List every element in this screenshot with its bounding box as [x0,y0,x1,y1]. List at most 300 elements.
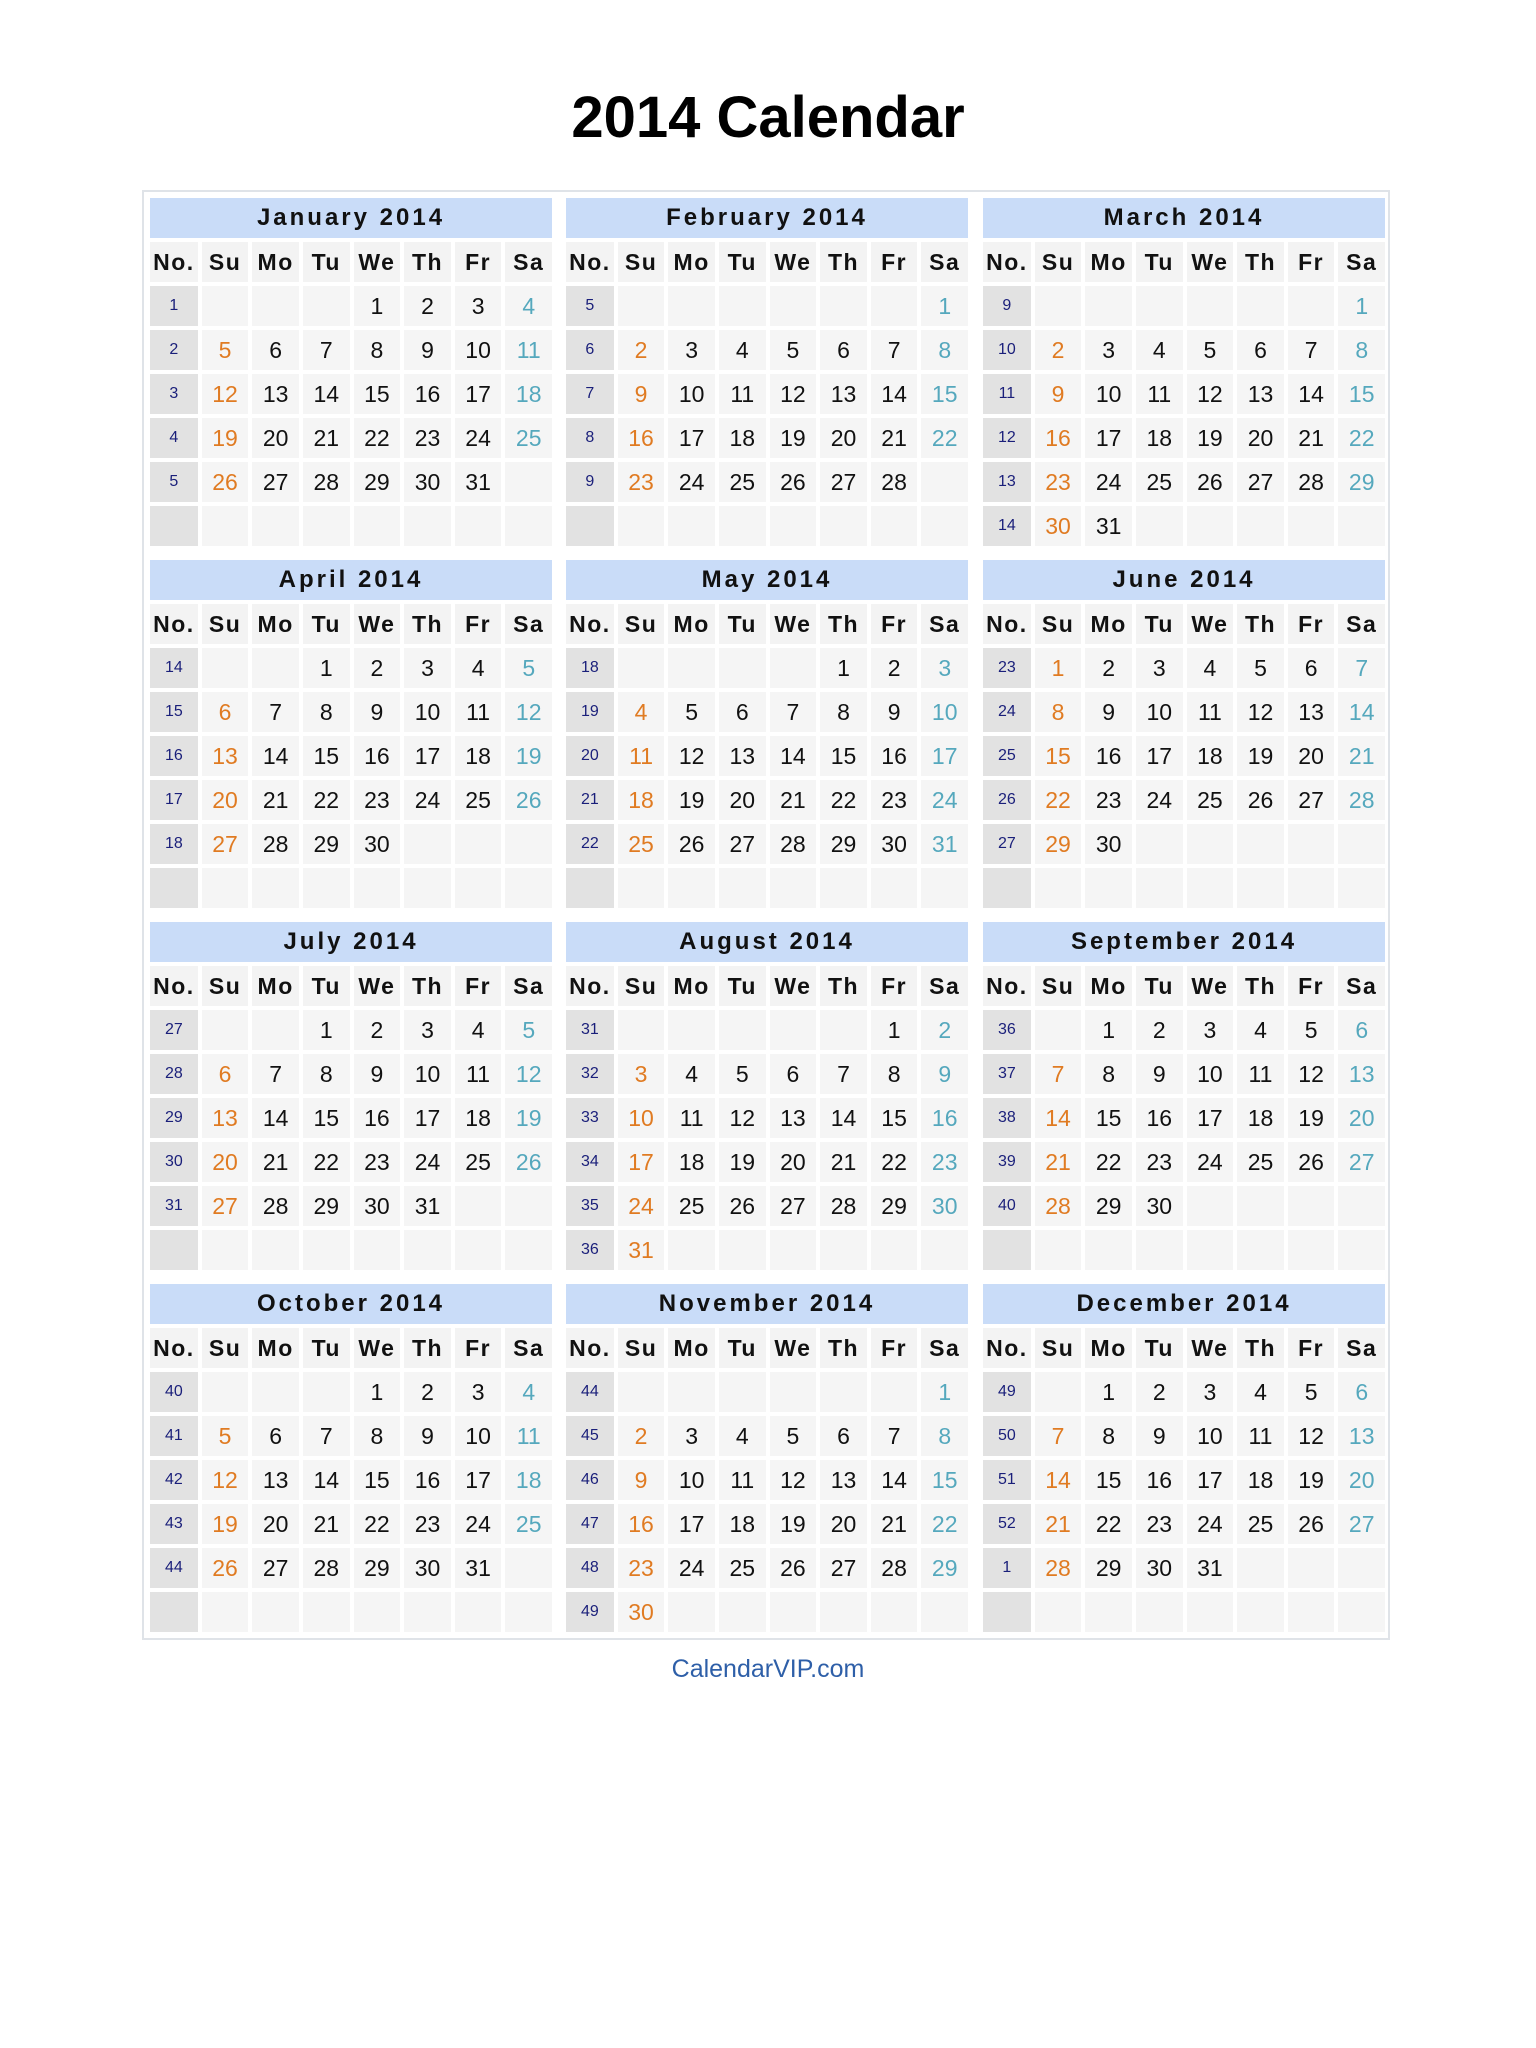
day-cell: 11 [1237,1054,1284,1094]
day-cell: 17 [668,1504,715,1544]
day-cell: 15 [354,374,401,414]
day-cell [1035,868,1082,908]
day-cell: 21 [252,780,299,820]
day-cell: 27 [1237,462,1284,502]
week-row [566,1548,968,1588]
day-cell: 28 [871,1548,918,1588]
weekday-header: Fr [455,1328,502,1368]
day-cell [770,1592,817,1632]
day-cell: 25 [505,1504,552,1544]
day-cell: 8 [1035,692,1082,732]
week-number: 24 [983,692,1031,732]
weekday-header: Su [1035,1328,1082,1368]
day-cell [719,648,766,688]
day-cell [505,824,552,864]
day-cell [618,1372,665,1412]
day-cell: 20 [202,780,249,820]
week-number: 39 [983,1142,1031,1182]
day-cell [770,1010,817,1050]
weekday-header: Mo [252,966,299,1006]
day-cell: 17 [921,736,968,776]
week-row [566,692,968,732]
day-cell: 10 [404,1054,451,1094]
day-cell: 30 [354,1186,401,1226]
weekday-header: Su [1035,242,1082,282]
day-cell: 5 [1187,330,1234,370]
month-block [566,922,968,1270]
weekday-header: Fr [871,604,918,644]
day-cell [1136,1230,1183,1270]
day-cell: 15 [921,1460,968,1500]
day-cell: 31 [618,1230,665,1270]
day-cell [719,1010,766,1050]
week-row [566,1460,968,1500]
day-cell: 1 [303,1010,350,1050]
week-number: 14 [150,648,198,688]
day-cell: 24 [404,780,451,820]
weekday-header: Mo [1085,604,1132,644]
week-number: 52 [983,1504,1031,1544]
week-row [983,868,1385,908]
day-cell [404,1592,451,1632]
day-cell: 12 [505,1054,552,1094]
day-cell [1237,868,1284,908]
day-cell: 14 [770,736,817,776]
week-number: 22 [566,824,614,864]
day-cell: 2 [1136,1010,1183,1050]
day-cell: 9 [921,1054,968,1094]
day-cell: 22 [921,418,968,458]
week-row [983,1372,1385,1412]
day-cell [1035,1592,1082,1632]
day-cell: 9 [354,1054,401,1094]
day-cell: 11 [455,692,502,732]
day-cell: 2 [404,1372,451,1412]
day-cell: 26 [202,462,249,502]
day-cell: 5 [1237,648,1284,688]
weekday-header-row [983,242,1385,282]
weekday-header: Tu [303,966,350,1006]
weekday-header: Th [404,1328,451,1368]
week-number: 10 [983,330,1031,370]
day-cell: 19 [1237,736,1284,776]
day-cell: 20 [770,1142,817,1182]
day-cell: 28 [1035,1548,1082,1588]
week-number-header: No. [566,604,614,644]
week-row [983,374,1385,414]
weekday-header: Tu [1136,1328,1183,1368]
week-number: 42 [150,1460,198,1500]
day-cell: 1 [303,648,350,688]
day-cell [1338,1592,1385,1632]
week-number [150,868,198,908]
day-cell: 4 [505,286,552,326]
weekday-header: We [354,966,401,1006]
week-row [150,1548,552,1588]
day-cell: 25 [1237,1504,1284,1544]
day-cell: 25 [1187,780,1234,820]
day-cell: 9 [354,692,401,732]
month-block [150,198,552,546]
day-cell [770,1372,817,1412]
day-cell: 27 [252,1548,299,1588]
week-number: 47 [566,1504,614,1544]
month-block [566,560,968,908]
day-cell: 15 [303,736,350,776]
weekday-header: Sa [1338,1328,1385,1368]
week-row [150,330,552,370]
day-cell: 4 [455,1010,502,1050]
day-cell: 18 [1237,1460,1284,1500]
day-cell: 29 [871,1186,918,1226]
day-cell [404,868,451,908]
weekday-header: Su [618,242,665,282]
weekday-header: Th [1237,966,1284,1006]
weekday-header: Mo [668,242,715,282]
day-cell: 12 [202,1460,249,1500]
weekday-header: Mo [252,604,299,644]
day-cell: 19 [1288,1098,1335,1138]
day-cell: 14 [303,1460,350,1500]
day-cell: 6 [1288,648,1335,688]
day-cell [1136,868,1183,908]
day-cell: 15 [871,1098,918,1138]
day-cell: 12 [1187,374,1234,414]
day-cell [871,1592,918,1632]
week-number-header: No. [983,242,1031,282]
day-cell [871,1372,918,1412]
week-row [150,692,552,732]
day-cell: 25 [455,1142,502,1182]
month-title: April 2014 [150,560,552,600]
day-cell: 9 [1085,692,1132,732]
day-cell: 26 [505,780,552,820]
week-number: 41 [150,1416,198,1456]
week-number: 46 [566,1460,614,1500]
day-cell: 10 [618,1098,665,1138]
weekday-header: Sa [1338,966,1385,1006]
week-row [566,736,968,776]
day-cell [455,1592,502,1632]
day-cell [1136,286,1183,326]
day-cell: 7 [303,330,350,370]
day-cell: 23 [354,1142,401,1182]
day-cell: 16 [618,418,665,458]
day-cell [1187,824,1234,864]
day-cell: 21 [303,418,350,458]
week-row [983,1142,1385,1182]
week-row [150,1372,552,1412]
day-cell: 10 [455,330,502,370]
day-cell [1136,824,1183,864]
month-block [150,560,552,908]
day-cell: 6 [202,1054,249,1094]
day-cell: 9 [1136,1054,1183,1094]
month-block [983,560,1385,908]
day-cell [303,1592,350,1632]
day-cell: 13 [1338,1416,1385,1456]
day-cell [820,1010,867,1050]
weekday-header: Th [404,242,451,282]
day-cell [1035,1372,1082,1412]
weekday-header: Mo [252,1328,299,1368]
day-cell: 8 [303,692,350,732]
footer-link[interactable]: CalendarVIP.com [671,1655,865,1683]
week-number: 35 [566,1186,614,1226]
week-row [983,648,1385,688]
day-cell: 12 [1288,1054,1335,1094]
weekday-header: Th [404,966,451,1006]
day-cell: 22 [354,418,401,458]
day-cell: 8 [354,1416,401,1456]
day-cell: 14 [871,374,918,414]
month-title: December 2014 [983,1284,1385,1324]
day-cell: 29 [1085,1186,1132,1226]
weekday-header: Fr [871,1328,918,1368]
day-cell [1035,286,1082,326]
week-row [566,286,968,326]
week-number: 31 [150,1186,198,1226]
day-cell: 19 [202,1504,249,1544]
month-block [150,1284,552,1632]
day-cell: 27 [820,1548,867,1588]
day-cell: 6 [820,1416,867,1456]
day-cell: 1 [921,286,968,326]
weekday-header: Fr [455,604,502,644]
day-cell: 5 [202,330,249,370]
day-cell: 11 [1136,374,1183,414]
weekday-header: Tu [719,1328,766,1368]
day-cell: 13 [1237,374,1284,414]
day-cell: 10 [921,692,968,732]
month-block [566,1284,968,1632]
day-cell [820,286,867,326]
week-number: 1 [150,286,198,326]
day-cell: 27 [1338,1504,1385,1544]
calendar-grid [150,198,1386,1634]
day-cell: 27 [202,1186,249,1226]
weekday-header: Sa [921,966,968,1006]
day-cell: 8 [921,330,968,370]
day-cell: 12 [770,374,817,414]
week-number: 28 [150,1054,198,1094]
day-cell: 16 [354,1098,401,1138]
day-cell [202,868,249,908]
weekday-header: Th [820,604,867,644]
week-number: 36 [566,1230,614,1270]
day-cell: 17 [455,1460,502,1500]
month-title: March 2014 [983,198,1385,238]
weekday-header: Su [618,1328,665,1368]
day-cell: 5 [1288,1372,1335,1412]
weekday-header: Th [820,1328,867,1368]
day-cell: 14 [871,1460,918,1500]
day-cell [252,1010,299,1050]
day-cell: 6 [1338,1372,1385,1412]
week-number: 8 [566,418,614,458]
day-cell [1288,286,1335,326]
day-cell: 27 [770,1186,817,1226]
week-row [150,1504,552,1544]
day-cell: 14 [303,374,350,414]
day-cell: 6 [202,692,249,732]
day-cell: 5 [719,1054,766,1094]
week-row [566,1142,968,1182]
day-cell: 8 [303,1054,350,1094]
day-cell: 14 [1035,1098,1082,1138]
day-cell: 29 [303,1186,350,1226]
day-cell: 4 [505,1372,552,1412]
day-cell [1085,868,1132,908]
day-cell: 25 [618,824,665,864]
day-cell: 11 [719,1460,766,1500]
day-cell: 15 [820,736,867,776]
day-cell: 21 [252,1142,299,1182]
weekday-header: Th [1237,1328,1284,1368]
day-cell: 25 [668,1186,715,1226]
day-cell [404,1230,451,1270]
day-cell: 8 [1338,330,1385,370]
day-cell: 29 [1035,824,1082,864]
day-cell: 20 [1338,1460,1385,1500]
week-row [150,506,552,546]
day-cell: 4 [455,648,502,688]
day-cell: 1 [1338,286,1385,326]
week-row [566,462,968,502]
day-cell: 28 [303,1548,350,1588]
day-cell [252,1372,299,1412]
weekday-header-row [983,1328,1385,1368]
day-cell: 10 [1136,692,1183,732]
day-cell: 15 [921,374,968,414]
day-cell [871,1230,918,1270]
day-cell: 14 [820,1098,867,1138]
weekday-header: We [770,1328,817,1368]
day-cell: 27 [1288,780,1335,820]
day-cell: 17 [455,374,502,414]
day-cell [1237,506,1284,546]
day-cell [618,1010,665,1050]
week-number: 5 [566,286,614,326]
day-cell: 20 [820,1504,867,1544]
week-number: 7 [566,374,614,414]
week-number: 25 [983,736,1031,776]
day-cell [303,1230,350,1270]
day-cell: 23 [871,780,918,820]
day-cell: 21 [1035,1142,1082,1182]
day-cell: 12 [1288,1416,1335,1456]
week-number [983,1592,1031,1632]
week-number [566,868,614,908]
week-number: 27 [150,1010,198,1050]
day-cell: 12 [668,736,715,776]
day-cell: 19 [1187,418,1234,458]
week-row [566,1592,968,1632]
day-cell: 3 [404,648,451,688]
day-cell: 15 [303,1098,350,1138]
weekday-header: Th [1237,604,1284,644]
week-number: 26 [983,780,1031,820]
week-row [983,1230,1385,1270]
day-cell [668,1230,715,1270]
day-cell: 24 [668,462,715,502]
day-cell: 22 [1085,1504,1132,1544]
day-cell: 27 [820,462,867,502]
weekday-header-row [150,604,552,644]
weekday-header: Sa [921,1328,968,1368]
day-cell [1085,1230,1132,1270]
day-cell [1237,824,1284,864]
day-cell: 3 [1187,1010,1234,1050]
day-cell: 17 [1136,736,1183,776]
week-number: 32 [566,1054,614,1094]
day-cell: 31 [1085,506,1132,546]
week-row [150,648,552,688]
day-cell: 31 [404,1186,451,1226]
month-title: June 2014 [983,560,1385,600]
weekday-header: Mo [252,242,299,282]
day-cell: 1 [354,1372,401,1412]
week-row [566,330,968,370]
weekday-header-row [150,1328,552,1368]
day-cell: 8 [921,1416,968,1456]
day-cell: 18 [455,1098,502,1138]
day-cell: 5 [668,692,715,732]
day-cell [354,1592,401,1632]
day-cell [252,1592,299,1632]
weekday-header: Fr [871,966,918,1006]
day-cell: 16 [618,1504,665,1544]
day-cell: 16 [404,1460,451,1500]
day-cell [1338,1230,1385,1270]
day-cell: 30 [1085,824,1132,864]
day-cell [1338,506,1385,546]
day-cell: 20 [719,780,766,820]
day-cell: 3 [455,1372,502,1412]
day-cell: 22 [303,780,350,820]
week-number: 1 [983,1548,1031,1588]
day-cell: 22 [303,1142,350,1182]
week-number: 43 [150,1504,198,1544]
week-row [983,330,1385,370]
day-cell: 5 [202,1416,249,1456]
day-cell [455,1186,502,1226]
day-cell: 22 [354,1504,401,1544]
weekday-header: Th [404,604,451,644]
day-cell: 16 [404,374,451,414]
week-row [150,374,552,414]
day-cell: 28 [303,462,350,502]
day-cell [252,648,299,688]
week-row [983,1548,1385,1588]
day-cell [719,506,766,546]
day-cell: 29 [303,824,350,864]
day-cell: 20 [1288,736,1335,776]
week-number-header: No. [566,242,614,282]
week-number: 30 [150,1142,198,1182]
month-block [983,922,1385,1270]
day-cell [719,1592,766,1632]
day-cell: 21 [1338,736,1385,776]
month-title: February 2014 [566,198,968,238]
weekday-header: Su [202,604,249,644]
day-cell: 10 [668,374,715,414]
weekday-header: We [770,242,817,282]
day-cell [303,286,350,326]
week-number: 16 [150,736,198,776]
day-cell: 3 [618,1054,665,1094]
day-cell: 7 [1288,330,1335,370]
